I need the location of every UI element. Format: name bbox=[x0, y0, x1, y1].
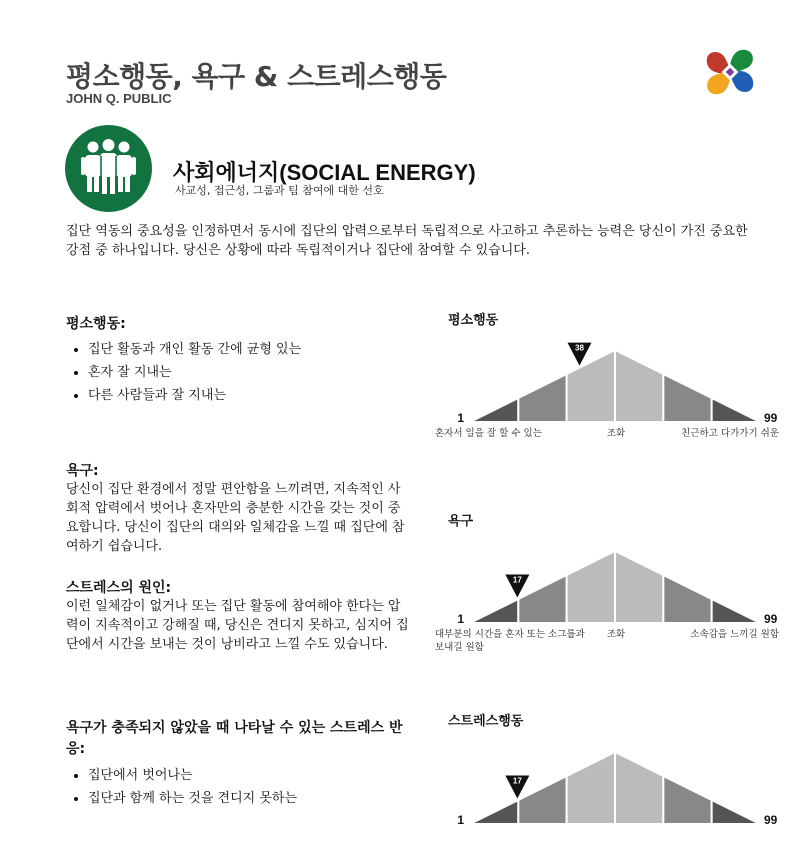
score-band bbox=[663, 776, 711, 824]
chart-title-usual: 평소행동 bbox=[448, 313, 499, 328]
list-item: • 집단에서 벗어나는 bbox=[88, 764, 297, 787]
group-of-people-icon bbox=[65, 125, 152, 212]
score-value-label: 17 bbox=[512, 776, 522, 786]
list-item: • 다른 사람들과 잘 지내는 bbox=[88, 384, 301, 407]
score-band bbox=[712, 800, 760, 824]
score-band bbox=[663, 575, 711, 623]
score-band bbox=[518, 776, 566, 824]
scale-max-label: 99 bbox=[764, 612, 778, 626]
person-name: JOHN Q. PUBLIC bbox=[66, 91, 172, 106]
score-band bbox=[470, 800, 518, 824]
score-chart-svg bbox=[430, 531, 790, 651]
middle-anchor-label: 조화 bbox=[606, 428, 626, 439]
brand-logo-icon bbox=[703, 46, 757, 98]
stress-bullets bbox=[66, 764, 297, 810]
score-value-label: 38 bbox=[575, 343, 584, 353]
right-anchor-label: 친근하고 다가가기 쉬운 bbox=[681, 428, 779, 439]
score-band bbox=[470, 398, 518, 422]
needs-chart bbox=[430, 531, 790, 651]
scale-min-label: 1 bbox=[457, 411, 464, 425]
chart-title-needs: 욕구 bbox=[448, 514, 474, 529]
left-anchor-label: 대부분의 시간을 혼자 또는 소그룹과 bbox=[435, 629, 585, 640]
stress-behavior-chart bbox=[430, 732, 790, 852]
social-energy-icon-badge bbox=[65, 125, 152, 212]
list-item: • 혼자 잘 지내는 bbox=[88, 361, 301, 384]
scale-max-label: 99 bbox=[764, 813, 778, 827]
usual-heading: 평소행동: bbox=[66, 316, 126, 332]
score-band bbox=[712, 398, 760, 422]
score-band bbox=[615, 551, 663, 623]
usual-bullets bbox=[66, 338, 301, 407]
section-intro: 집단 역동의 중요성을 인정하면서 동시에 집단의 압력으로부터 독립적으로 사고하고 추론하는 능력은 당신이 가진 중요한 강점 중 하나입니다. 당신은 상황에 따라 독립적이거나 집단에 참여할 수 있습니다. bbox=[66, 224, 748, 258]
list-item: • 집단 활동과 개인 활동 간에 균형 있는 bbox=[88, 338, 301, 361]
score-band bbox=[663, 374, 711, 422]
score-band bbox=[518, 374, 566, 422]
chart-title-stress: 스트레스행동 bbox=[448, 714, 524, 729]
score-band bbox=[567, 752, 615, 824]
score-band bbox=[567, 350, 615, 422]
stress-reaction-heading: 욕구가 충족되지 않았을 때 나타날 수 있는 스트레스 반응: bbox=[66, 720, 403, 757]
section-subtitle: 사교성, 접근성, 그룹과 팀 참여에 대한 선호 bbox=[175, 184, 384, 197]
stress-causes-text: 이런 일체감이 없거나 또는 집단 활동에 참여해야 한다는 압력이 지속적이고 강해질 때, 당신은 견디지 못하고, 심지어 집단에서 시간을 보내는 것이 낭비라고 느낄 수도 있습니다. bbox=[66, 599, 409, 652]
score-chart-svg bbox=[430, 330, 790, 450]
score-band bbox=[470, 599, 518, 623]
right-anchor-label: 소속감을 느끼길 원함 bbox=[690, 629, 779, 640]
section-title: 사회에너지(SOCIAL ENERGY) bbox=[173, 160, 476, 185]
list-item: • 집단과 함께 하는 것을 견디지 못하는 bbox=[88, 787, 297, 810]
left-anchor-label: 보내길 원함 bbox=[435, 642, 484, 651]
score-band bbox=[518, 575, 566, 623]
score-band bbox=[712, 599, 760, 623]
middle-anchor-label: 조화 bbox=[606, 629, 626, 640]
score-band bbox=[567, 551, 615, 623]
page-title: 평소행동, 욕구 & 스트레스행동 bbox=[66, 60, 447, 93]
needs-heading: 욕구: bbox=[66, 463, 99, 479]
usual-behavior-chart bbox=[430, 330, 790, 450]
score-chart-svg bbox=[430, 732, 790, 852]
scale-min-label: 1 bbox=[457, 813, 464, 827]
score-value-label: 17 bbox=[512, 575, 522, 585]
score-band bbox=[615, 350, 663, 422]
score-band bbox=[615, 752, 663, 824]
scale-min-label: 1 bbox=[457, 612, 464, 626]
needs-text: 당신이 집단 환경에서 정말 편안함을 느끼려면, 지속적인 사회적 압력에서 벗어나 혼자만의 충분한 시간을 갖는 것이 중요합니다. 당신이 집단의 대의와 일체감을 느낄 때 집단에 참여하기 쉽습니다. bbox=[66, 482, 405, 554]
scale-max-label: 99 bbox=[764, 411, 778, 425]
stress-causes-heading: 스트레스의 원인: bbox=[66, 580, 172, 596]
left-anchor-label: 혼자서 일을 잘 할 수 있는 bbox=[435, 428, 542, 439]
